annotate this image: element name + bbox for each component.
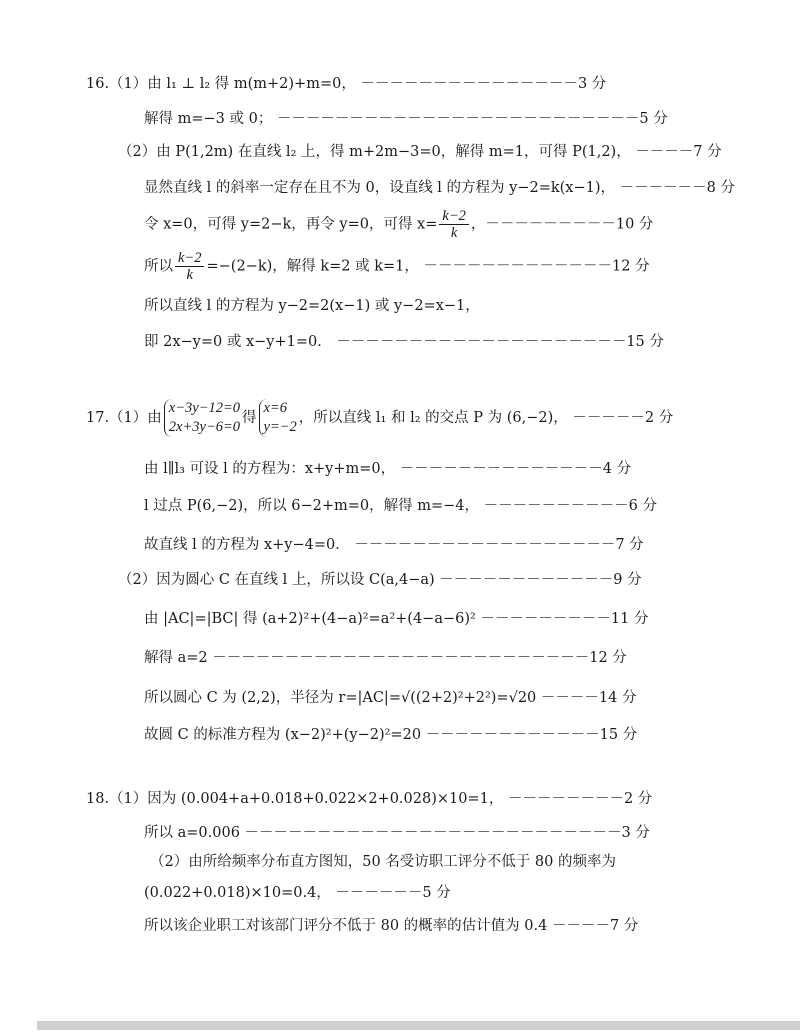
q17-line-5 [118,569,642,591]
q18-score-1: －－－－－－－－2 分 [507,791,653,807]
q17-line-1 [86,398,673,438]
q16-line-5 [144,208,653,241]
q16-score-1: －－－－－－－－－－－－－－－3 分 [360,76,607,92]
fraction-denominator: k [186,267,193,283]
q17-text-3: l 过点 P(6,−2)，所以 6−2+m=0，解得 m=−4， [144,498,480,514]
q17-score-6: －－－－－－－－－11 分 [480,611,649,627]
q17-line-7 [144,647,627,669]
q16-text-6-pre: 所以 [144,258,173,275]
q17-text-4: 故直线 l 的方程为 x+y−4=0． [144,537,350,553]
q17-text-6: 由 |AC|=|BC| 得 (a+2)²+(4−a)²=a²+(4−a−6)² [144,611,476,627]
q18-line-3 [150,851,616,873]
q17-system-1 [164,399,240,437]
q16-text-8: 即 2x−y=0 或 x−y+1=0． [144,334,332,350]
q16-line-8 [144,331,664,353]
system-row: x=6 [263,400,288,416]
q17-score-1: －－－－－2 分 [572,410,674,426]
q16-text-4: 显然直线 l 的斜率一定存在且不为 0，设直线 l 的方程为 y−2=k(x−1)， [144,180,616,196]
fraction-numerator: k−2 [175,250,204,267]
q18-line-5 [144,915,638,937]
q16-score-4: －－－－－－8 分 [619,180,735,196]
q17-text-1-mid: 得 [242,410,257,426]
q16-line-4 [144,177,735,199]
q18-text-3: （2）由所给频率分布直方图知，50 名受访职工评分不低于 80 的频率为 [150,854,616,870]
q18-line-1 [86,788,652,810]
q18-score-5: －－－－7 分 [551,918,639,934]
system-row: 2x+3y−6=0 [168,419,241,435]
q16-line-3 [118,141,722,163]
q18-line-2 [144,822,650,844]
q17-score-2: －－－－－－－－－－－－－－4 分 [399,461,632,477]
q16-score-2: －－－－－－－－－－－－－－－－－－－－－－－－－5 分 [276,111,668,127]
q17-score-5: －－－－－－－－－－－－9 分 [439,572,642,588]
fraction-numerator: k−2 [439,208,468,225]
q17-score-8: －－－－14 分 [540,690,637,706]
bottom-scrollbar[interactable] [37,1021,800,1030]
q17-system-2 [259,399,297,437]
q17-text-1-pre: 17.（1）由 [86,410,162,426]
system-row: y=−2 [263,419,297,435]
q16-score-6: －－－－－－－－－－－－－12 分 [423,258,650,275]
q16-line-1 [86,73,606,95]
q18-score-4: －－－－－－5 分 [335,885,451,901]
q18-text-1: 18.（1）因为 (0.004+a+0.018+0.022×2+0.028)×10=1， [86,791,504,807]
q17-line-4 [144,534,644,556]
system-row: x−3y−12=0 [168,400,241,416]
q16-text-6: =−(2−k)，解得 k=2 或 k=1， [206,258,419,275]
q17-line-8 [144,687,636,709]
q17-text-2: 由 l∥l₃ 可设 l 的方程为：x+y+m=0， [144,461,396,477]
q16-line-6 [144,250,650,283]
q17-score-9: －－－－－－－－－－－－15 分 [425,727,638,743]
q18-line-4 [144,882,451,904]
q18-text-2: 所以 a=0.006 [144,825,240,841]
q16-text-7: 所以直线 l 的方程为 y−2=2(x−1) 或 y−2=x−1， [144,298,480,314]
q16-fraction-2 [175,250,204,283]
q17-text-8: 所以圆心 C 为 (2,2)，半径为 r=|AC|=√((2+2)²+2²)=√20 [144,690,537,706]
q16-text-2: 解得 m=−3 或 0； [144,111,273,127]
q17-score-3: －－－－－－－－－－6 分 [483,498,657,514]
q17-score-7: －－－－－－－－－－－－－－－－－－－－－－－－－－12 分 [212,650,627,666]
q17-line-9 [144,724,637,746]
q17-text-7: 解得 a=2 [144,650,208,666]
q16-score-8: －－－－－－－－－－－－－－－－－－－－15 分 [336,334,664,350]
q17-text-5: （2）因为圆心 C 在直线 l 上，所以设 C(a,4−a) [118,572,435,588]
q17-text-9: 故圆 C 的标准方程为 (x−2)²+(y−2)²=20 [144,727,422,743]
q16-text-1: 16.（1）由 l₁ ⊥ l₂ 得 m(m+2)+m=0， [86,76,356,92]
q16-text-3: （2）由 P(1,2m) 在直线 l₂ 上，得 m+2m−3=0，解得 m=1，可得 P(1,2)， [118,144,631,160]
q18-score-2: －－－－－－－－－－－－－－－－－－－－－－－－－－3 分 [244,825,650,841]
q16-score-3: －－－－7 分 [635,144,722,160]
q18-text-4: (0.022+0.018)×10=0.4， [144,885,331,901]
q16-fraction-1 [439,208,468,241]
q17-score-4: －－－－－－－－－－－－－－－－－－7 分 [354,537,644,553]
q17-line-3 [144,495,657,517]
q16-text-5: 令 x=0，可得 y=2−k，再令 y=0，可得 x= [144,216,438,233]
q18-text-5: 所以该企业职工对该部门评分不低于 80 的概率的估计值为 0.4 [144,918,548,934]
q17-line-6 [144,608,649,630]
fraction-denominator: k [450,225,458,241]
q16-line-7 [144,295,480,317]
q16-score-5: ，－－－－－－－－－10 分 [470,216,654,233]
q17-line-2 [144,458,631,480]
q16-line-2 [144,108,668,130]
q17-text-1: ，所以直线 l₁ 和 l₂ 的交点 P 为 (6,−2)， [298,410,568,426]
